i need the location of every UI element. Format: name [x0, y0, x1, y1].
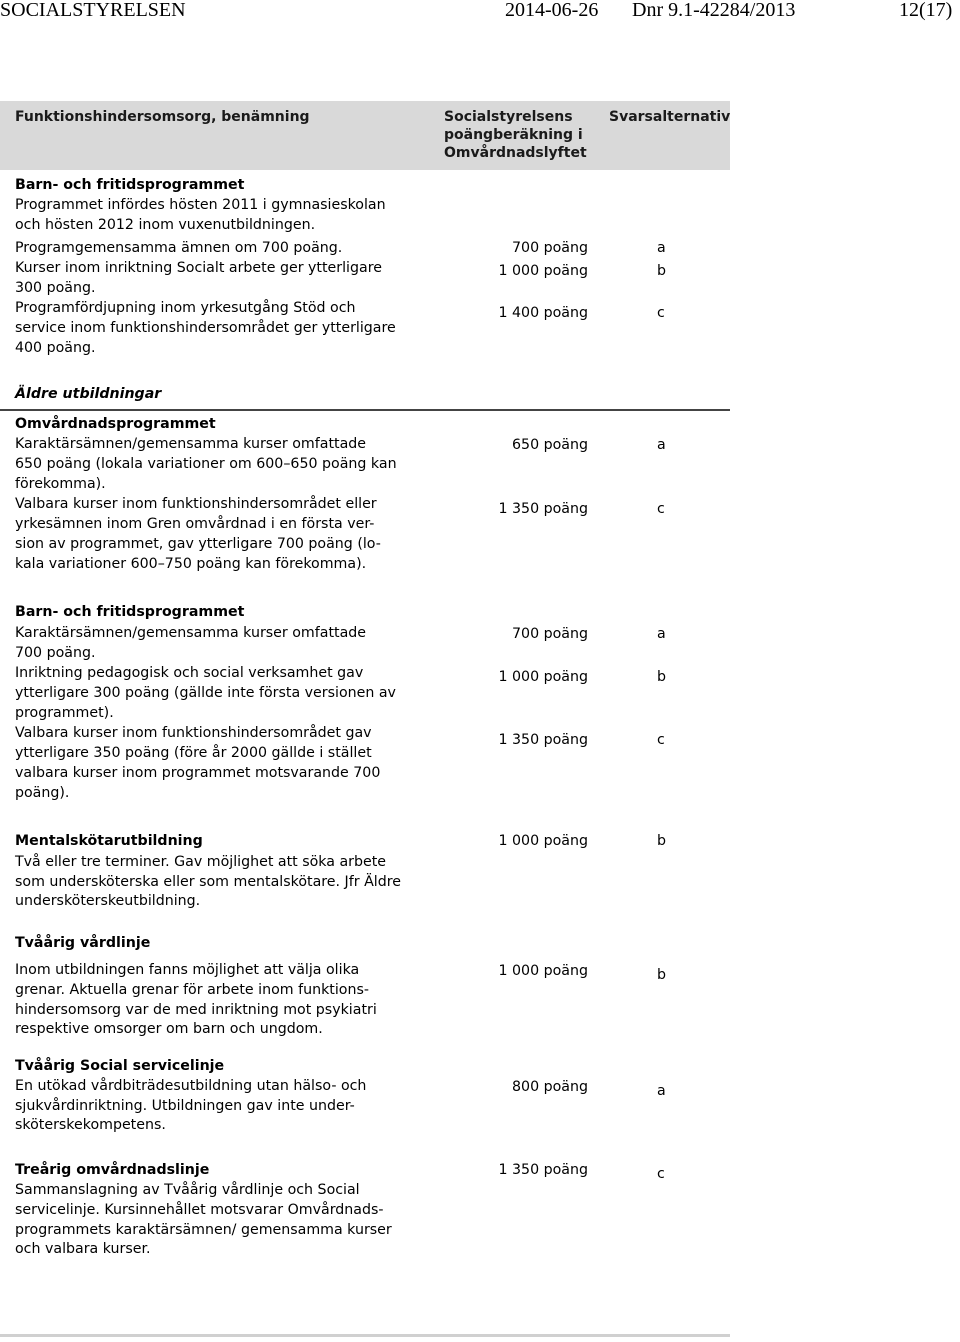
points-value: 1 000 poäng	[498, 833, 588, 849]
column-header-points-line: poängberäkning i	[444, 127, 583, 143]
text-line: 650 poäng (lokala variationer om 600–650 poäng kan	[15, 456, 397, 472]
bottom-rule	[0, 1334, 730, 1337]
table-header	[0, 101, 730, 170]
older-programmes-heading: Äldre utbildningar	[15, 386, 162, 402]
org-name: SOCIALSTYRELSEN	[0, 0, 186, 21]
document-number: Dnr 9.1-42284/2013	[632, 0, 796, 21]
text-line: Valbara kurser inom funktionshindersområdet eller	[15, 496, 377, 512]
text-line: servicelinje. Kursinnehållet motsvarar Omvårdnads-	[15, 1202, 384, 1218]
section-title: Omvårdnadsprogrammet	[15, 416, 216, 432]
text-line: Inom utbildningen fanns möjlighet att välja olika	[15, 962, 360, 978]
answer-option: a	[657, 626, 666, 642]
text-line: förekomma).	[15, 476, 106, 492]
text-line: Programmet infördes hösten 2011 i gymnasieskolan	[15, 197, 386, 213]
column-header-points-line: Socialstyrelsens	[444, 109, 573, 125]
column-header-answer-option: Svarsalternativ	[609, 109, 731, 125]
section-title: Barn- och fritidsprogrammet	[15, 604, 245, 620]
text-line: En utökad vårdbiträdesutbildning utan hälso- och	[15, 1078, 367, 1094]
page-number: 12(17)	[899, 0, 953, 21]
text-line: Kurser inom inriktning Socialt arbete ger ytterligare	[15, 260, 382, 276]
text-line: Sammanslagning av Tvåårig vårdlinje och Social	[15, 1182, 360, 1198]
text-line: Karaktärsämnen/gemensamma kurser omfattade	[15, 625, 366, 641]
points-value: 1 350 poäng	[498, 1162, 588, 1178]
points-value: 650 poäng	[512, 437, 588, 453]
answer-option: c	[657, 501, 665, 517]
points-value: 1 400 poäng	[498, 305, 588, 321]
answer-option: c	[657, 1166, 665, 1182]
text-line: yrkesämnen inom Gren omvårdnad i en första ver-	[15, 516, 375, 532]
answer-option: b	[657, 669, 667, 685]
text-line: programmets karaktärsämnen/ gemensamma kurser	[15, 1222, 392, 1238]
points-value: 700 poäng	[512, 240, 588, 256]
text-line: Karaktärsämnen/gemensamma kurser omfattade	[15, 436, 366, 452]
text-line: sköterskekompetens.	[15, 1117, 166, 1133]
text-line: kala variationer 600–750 poäng kan förekomma).	[15, 556, 367, 572]
points-value: 1 000 poäng	[498, 963, 588, 979]
text-line: undersköterskeutbildning.	[15, 893, 201, 909]
divider	[0, 409, 730, 411]
answer-option: c	[657, 305, 665, 321]
answer-option: a	[657, 437, 666, 453]
answer-option: c	[657, 732, 665, 748]
text-line: Programgemensamma ämnen om 700 poäng.	[15, 240, 343, 256]
text-line: respektive omsorger om barn och ungdom.	[15, 1021, 323, 1037]
section-title: Tvåårig Social servicelinje	[15, 1058, 225, 1074]
answer-option: a	[657, 240, 666, 256]
text-line: valbara kurser inom programmet motsvarande 700	[15, 765, 381, 781]
section-title: Barn- och fritidsprogrammet	[15, 177, 245, 193]
text-line: 700 poäng.	[15, 645, 96, 661]
section-title: Treårig omvårdnadslinje	[15, 1162, 210, 1178]
text-line: Programfördjupning inom yrkesutgång Stöd och	[15, 300, 356, 316]
text-line: och hösten 2012 inom vuxenutbildningen.	[15, 217, 316, 233]
answer-option: b	[657, 833, 667, 849]
text-line: ytterligare 350 poäng (före år 2000 gällde i stället	[15, 745, 372, 761]
text-line: Inriktning pedagogisk och social verksamhet gav	[15, 665, 364, 681]
text-line: som undersköterska eller som mentalskötare. Jfr Äldre	[15, 874, 401, 890]
answer-option: b	[657, 967, 667, 983]
page-header	[0, 0, 960, 22]
points-value: 1 000 poäng	[498, 263, 588, 279]
answer-option: b	[657, 263, 667, 279]
points-value: 800 poäng	[512, 1079, 588, 1095]
section-title: Mentalskötarutbildning	[15, 833, 203, 849]
document-date: 2014-06-26	[505, 0, 599, 21]
points-value: 1 350 poäng	[498, 732, 588, 748]
points-value: 1 000 poäng	[498, 669, 588, 685]
text-line: programmet).	[15, 705, 114, 721]
section-title: Tvåårig vårdlinje	[15, 935, 151, 951]
text-line: 300 poäng.	[15, 280, 96, 296]
text-line: sion av programmet, gav ytterligare 700 poäng (lo-	[15, 536, 381, 552]
points-value: 1 350 poäng	[498, 501, 588, 517]
answer-option: a	[657, 1083, 666, 1099]
text-line: hindersomsorg var de med inriktning mot psykiatri	[15, 1002, 377, 1018]
column-header-name: Funktionshindersomsorg, benämning	[15, 109, 310, 125]
text-line: Valbara kurser inom funktionshindersområdet gav	[15, 725, 372, 741]
text-line: service inom funktionshindersområdet ger ytterligare	[15, 320, 396, 336]
text-line: grenar. Aktuella grenar för arbete inom funktions-	[15, 982, 369, 998]
column-header-points-line: Omvårdnadslyftet	[444, 145, 587, 161]
text-line: Två eller tre terminer. Gav möjlighet att söka arbete	[15, 854, 387, 870]
text-line: poäng).	[15, 785, 70, 801]
text-line: och valbara kurser.	[15, 1241, 151, 1257]
column-header-points	[444, 108, 587, 162]
points-value: 700 poäng	[512, 626, 588, 642]
text-line: ytterligare 300 poäng (gällde inte första versionen av	[15, 685, 396, 701]
text-line: sjukvårdinriktning. Utbildningen gav inte under-	[15, 1098, 355, 1114]
text-line: 400 poäng.	[15, 340, 96, 356]
